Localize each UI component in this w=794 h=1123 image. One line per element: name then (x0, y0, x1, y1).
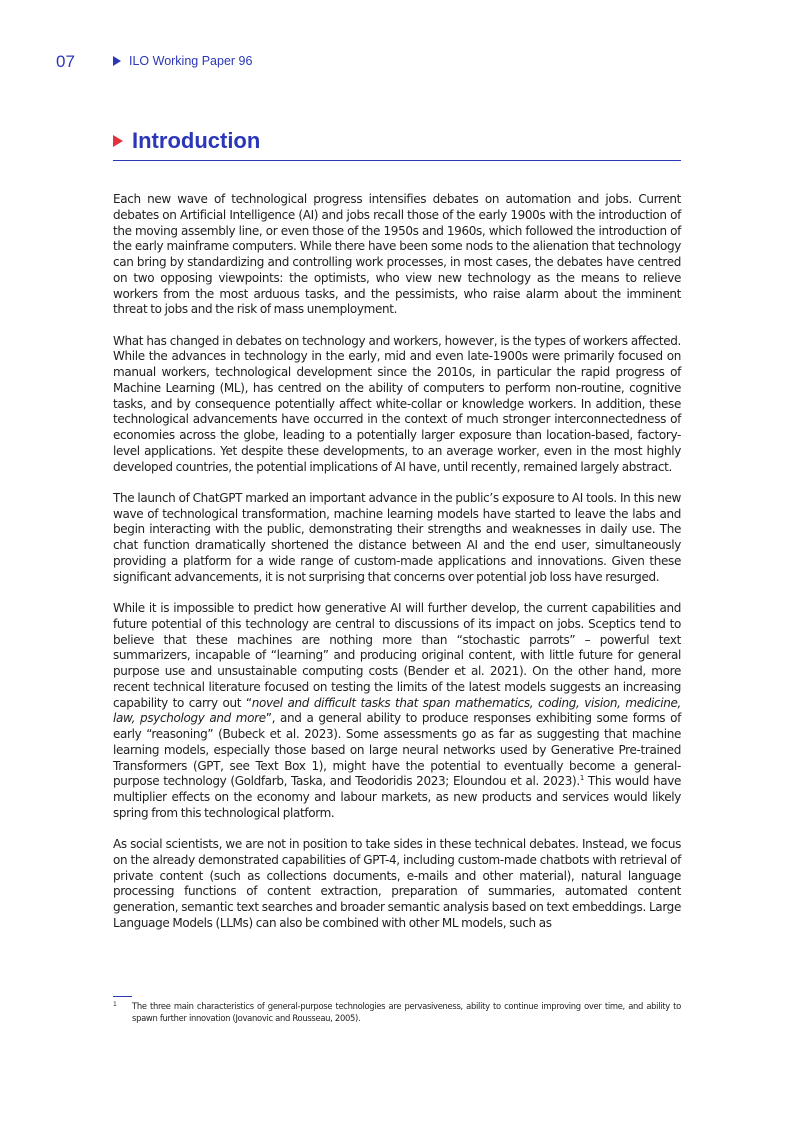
paragraph-4-part-a: While it is impossible to predict how generative AI will further develop, the current capabilities and future potential of this technology are central to discussions of its impact on jobs. Sceptics tend to believe that these machines are nothing more than “stochastic parrots” – powerful text summarizers, incapable of “learning” and producing original content, with little future for general purpose use and unsustainable computing costs (Bender et al. 2021). On the other hand, more recent technical literature focused on testing the limits of the latest models suggests an increasing capability to carry out “ (113, 601, 681, 710)
footnote-reference[interactable]: 1 (579, 774, 584, 783)
running-title: ILO Working Paper 96 (129, 54, 253, 68)
page-number: 07 (56, 52, 75, 71)
body-text (113, 192, 681, 947)
paragraph-3: The launch of ChatGPT marked an important advance in the public’s exposure to AI tools. In this new wave of technological transformation, machine learning models have started to leave the labs and begin interacting with the public, demonstrating their strengths and weaknesses in daily use. The chat function dramatically shortened the distance between AI and the end user, simultaneously providing a platform for a wide range of custom-made applications and innovations. Given these significant advancements, it is not surprising that concerns over potential job loss have resurged. (113, 490, 681, 584)
paragraph-5: As social scientists, we are not in position to take sides in these technical debates. Instead, we focus on the already demonstrated capabilities of GPT-4, including custom-made chatbots with retrieval of private content (such as collections documents, e-mails and other material), natural language processing functions of content extraction, preparation of summaries, automated content generation, semantic text searches and broader semantic analysis based on text embeddings. Large Language Models (LLMs) can also be combined with other ML models, such as (113, 837, 681, 930)
footnote-divider (113, 996, 132, 997)
paragraph-4 (113, 601, 681, 822)
footnote-text: The three main characteristics of general-purpose technologies are pervasiveness, ability to continue improving over time, and ability to spawn further innovation (Jovanovic and Rousseau, 2005). (132, 1001, 681, 1023)
paragraph-1: Each new wave of technological progress intensifies debates on automation and jobs. Current debates on Artificial Intelligence (AI) and jobs recall those of the early 1900s with the introduction of the moving assembly line, or even those of the 1950s and 1960s, which followed the introduction of the early mainframe computers. While there have been some nods to the alienation that technology can bring by standardizing and controlling work processes, in most cases, the debates have centred on two opposing viewpoints: the optimists, who view new technology as the means to relieve workers from the most arduous tasks, and the pessimists, who raise alarm about the imminent threat to jobs and the risk of mass unemployment. (113, 192, 681, 317)
red-triangle-icon (113, 135, 123, 147)
paragraph-4-quote: novel and difficult tasks that span mathematics, coding, vision, medicine, law, psychology and more (113, 695, 681, 726)
paragraph-4-part-c: This would have multiplier effects on the economy and labour markets, as new products and services would likely spring from this technological platform. (113, 774, 681, 820)
section-heading (113, 128, 681, 161)
running-header (113, 54, 252, 68)
triangle-bullet-icon (113, 56, 121, 66)
footnote (113, 1001, 681, 1024)
paragraph-4-part-b: ”, and a general ability to produce responses exhibiting some forms of early “reasoning” (Bubeck et al. 2023). Some assessments go as far as suggesting that machine learning models, especially those based on large neural networks used by Generative Pre-trained Transformers (GPT, see Text Box 1), might have the potential to eventually become a general-purpose technology (Goldfarb, Taska, and Teodoridis 2023; Eloundou et al. 2023). (113, 711, 681, 789)
section-title: Introduction (132, 128, 261, 153)
paragraph-2: What has changed in debates on technology and workers, however, is the types of workers affected. While the advances in technology in the early, mid and even late-1900s were primarily focused on manual workers, technological development since the 2010s, in particular the rapid progress of Machine Learning (ML), has centred on the ability of computers to perform non-routine, cognitive tasks, and by consequence potentially affect white-collar or knowledge workers. In addition, these technological advancements have occurred in the context of much stronger interconnectedness of economies across the globe, leading to a potentially larger exposure than location-based, factory-level applications. Yet despite these developments, to an average worker, even in the most highly developed countries, the potential implications of AI have, until recently, remained largely abstract. (113, 333, 681, 474)
footnote-number: 1 (113, 1001, 117, 1008)
